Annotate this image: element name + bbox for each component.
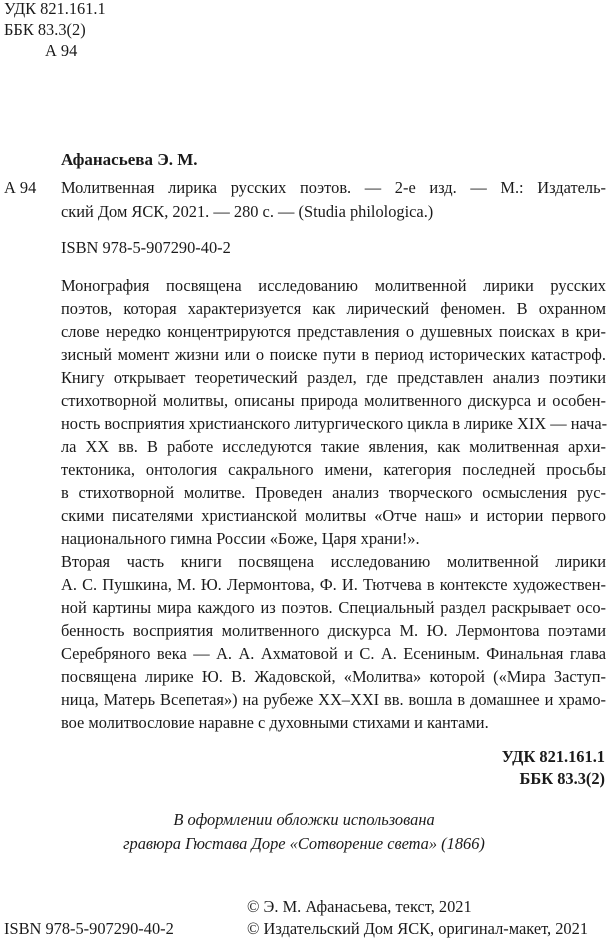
copyright-layout-rights: © Издательский Дом ЯСК, оригинал-макет, 2021 xyxy=(247,919,589,938)
abstract-line: слове нередко концентрируются представления о душевных поисках в кри- xyxy=(61,322,606,341)
footer-bbk-code: ББК 83.3(2) xyxy=(519,769,605,788)
cover-note-line-1: В оформлении обложки использована xyxy=(173,810,435,829)
abstract-line: в стихотворной молитве. Проведен анализ творческого осмысления рус- xyxy=(61,483,606,502)
bbk-code: ББК 83.3(2) xyxy=(4,20,86,39)
author-mark: А 94 xyxy=(45,41,78,60)
abstract-line: вое молитвословие наравне с духовными стихами и кантами. xyxy=(61,713,489,732)
abstract-line: национального гимна России «Боже, Царя храни!». xyxy=(61,529,420,548)
abstract-line: А. С. Пушкина, М. Ю. Лермонтова, Ф. И. Тютчева в контексте художествен- xyxy=(61,575,606,594)
abstract-line: поэтов, которая характеризуется как лирический феномен. В охранном xyxy=(61,299,606,318)
abstract-line: зисный момент жизни или о поиске пути в период исторических катастроф. xyxy=(61,345,606,364)
cover-note-line-2: гравюра Гюстава Доре «Сотворение света» (1866) xyxy=(123,834,485,853)
abstract-line: посвящена лирике Ю. В. Жадовской, «Молитва» которой («Мира Заступ- xyxy=(61,667,606,686)
description-line-2: ский Дом ЯСК, 2021. — 280 с. — (Studia philologica.) xyxy=(61,202,434,221)
abstract-line: стихотворной молитвы, описаны природа молитвенного дискурса и особен- xyxy=(61,391,606,410)
abstract-line: ла XX вв. В работе исследуются такие явления, как молитвенная архи- xyxy=(61,437,606,456)
description-line-1: Молитвенная лирика русских поэтов. — 2-е изд. — М.: Издатель- xyxy=(61,178,606,197)
abstract-line: ница, Матерь Всепетая») на рубеже XX–XXI вв. вошла в домашнее и храмо- xyxy=(61,690,606,709)
isbn: ISBN 978-5-907290-40-2 xyxy=(61,238,231,257)
abstract-line: бенность восприятия молитвенного дискурса М. Ю. Лермонтова поэтами xyxy=(61,621,606,640)
side-author-mark: А 94 xyxy=(4,178,37,197)
abstract-line: Серебряного века — А. А. Ахматовой и С. А. Есениным. Финальная глава xyxy=(61,644,606,663)
abstract-line: ность восприятия христианского литургического цикла в лирике XIX — нача- xyxy=(61,414,608,433)
udk-code: УДК 821.161.1 xyxy=(4,0,106,18)
abstract-line: тектоника, онтология сакрального имени, категория последней просьбы xyxy=(61,460,606,479)
abstract-line: Книгу открывает теоретический раздел, где представлен анализ поэтики xyxy=(61,368,606,387)
abstract-line: Вторая часть книги посвящена исследованию молитвенной лирики xyxy=(61,552,606,571)
abstract-line: Монография посвящена исследованию молитвенной лирики русских xyxy=(61,276,606,295)
copyright-text-rights: © Э. М. Афанасьева, текст, 2021 xyxy=(247,897,472,916)
author-name: Афанасьева Э. М. xyxy=(61,150,198,169)
abstract-line: ной картины мира каждого из поэтов. Специальный раздел раскрывает осо- xyxy=(61,598,606,617)
classification-codes xyxy=(4,0,106,61)
abstract-line: скими писателями христианской молитвы «Отче наш» и истории первого xyxy=(61,506,606,525)
copyright-isbn: ISBN 978-5-907290-40-2 xyxy=(4,919,174,938)
footer-udk-code: УДК 821.161.1 xyxy=(501,747,605,766)
